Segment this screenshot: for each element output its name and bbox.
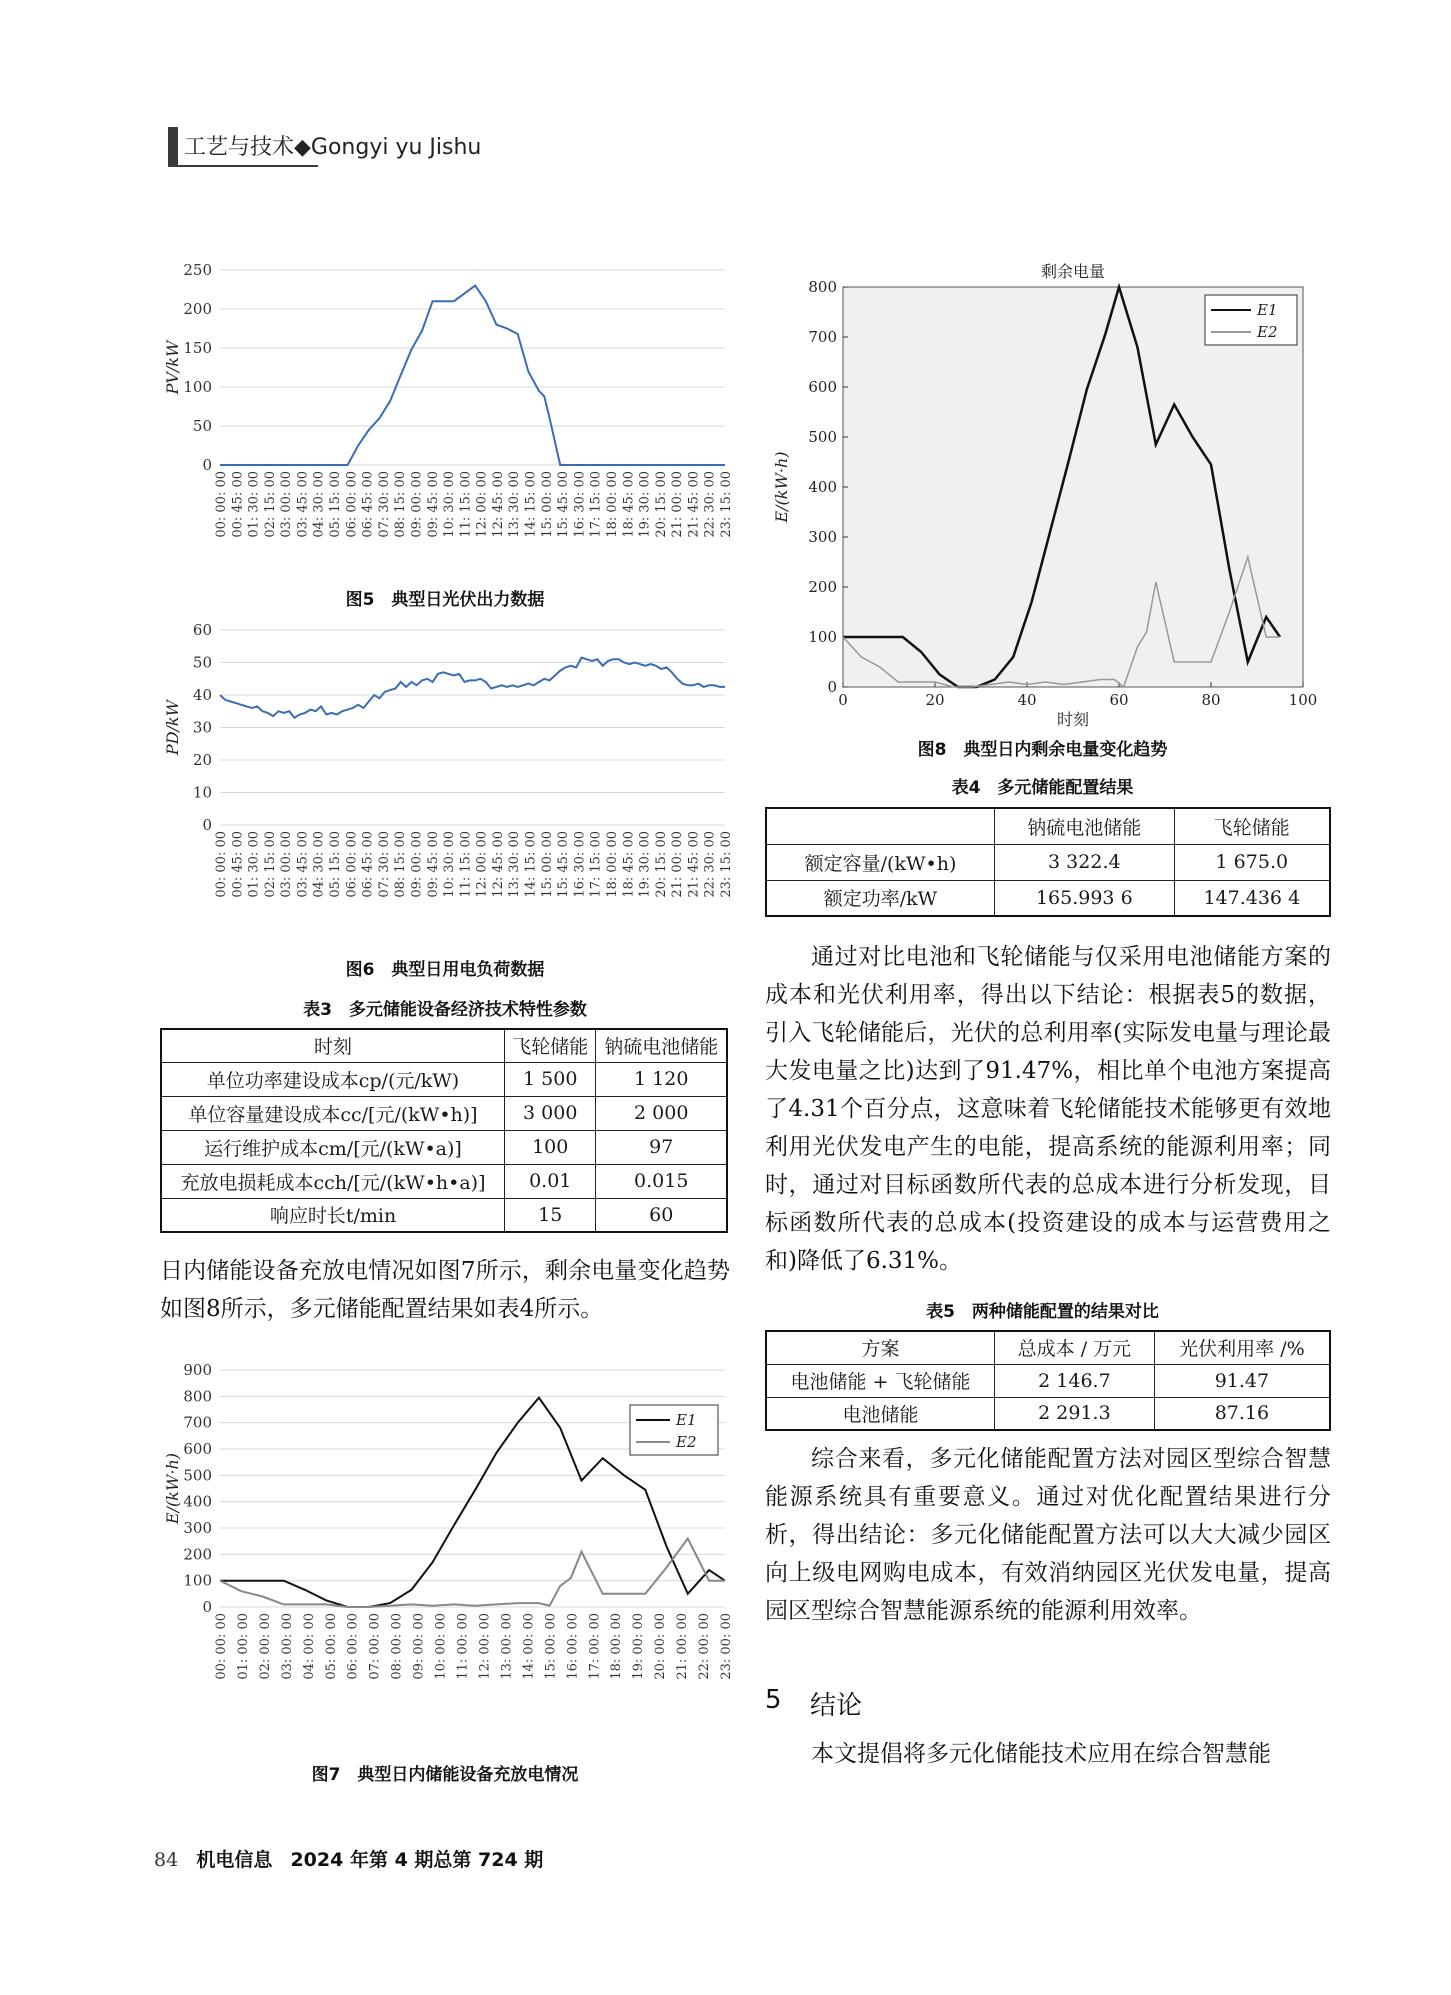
table4-cell: 165.993 6 xyxy=(995,880,1175,916)
x-tick-label: 40 xyxy=(1017,691,1037,709)
x-tick-label: 20 xyxy=(925,691,945,709)
table3-caption: 表3 多元储能设备经济技术特性参数 xyxy=(303,1000,587,1020)
x-tick-label: 18: 00: 00 xyxy=(604,831,620,898)
right-paragraph-1: 通过对比电池和飞轮储能与仅采用电池储能方案的成本和光伏利用率，得出以下结论：根据表5的数据，引入飞轮储能后，光伏的总利用率(实际发电量与理论最大发电量之比)达到了91.47%，相比单个电池方案提高了4.31个百分点，这意味着飞轮储能技术能够更有效地利用光伏发电产生的电能，提高系统的能源利用率；同时，通过对目标函数所代表的总成本进行分析发现，目标函数所代表的总成本(投资建设的成本与运营费用之和)降低了6.31%。 xyxy=(765,944,1331,1274)
y-tick-label: 0 xyxy=(202,456,212,474)
table5-cell: 2 291.3 xyxy=(995,1397,1155,1430)
table4-header: 钠硫电池储能 xyxy=(995,808,1175,844)
y-tick-label: 50 xyxy=(192,417,212,435)
table3-cell: 单位容量建设成本cc/[元/(kW•h)] xyxy=(161,1096,505,1130)
table5-header: 光伏利用率 /% xyxy=(1154,1331,1330,1364)
x-tick-label: 12: 00: 00 xyxy=(474,471,490,538)
y-tick-label: 20 xyxy=(192,751,212,769)
x-tick-label: 15: 00: 00 xyxy=(543,1613,559,1680)
x-tick-label: 100 xyxy=(1288,691,1318,709)
x-tick-label: 06: 00: 00 xyxy=(344,831,360,898)
x-tick-label: 02: 15: 00 xyxy=(262,471,278,538)
table3-cell: 0.01 xyxy=(505,1164,596,1198)
table5-cell: 2 146.7 xyxy=(995,1364,1155,1397)
table4-header xyxy=(766,808,995,844)
journal-name: 机电信息 xyxy=(196,1849,273,1871)
x-tick-label: 22: 30: 00 xyxy=(702,471,718,538)
x-tick-label: 20: 00: 00 xyxy=(653,1613,669,1680)
table3-cell: 3 000 xyxy=(505,1096,596,1130)
x-tick-label: 05: 00: 00 xyxy=(323,1613,339,1680)
header-bar xyxy=(168,127,178,167)
legend-label: E2 xyxy=(1257,323,1278,341)
footer xyxy=(154,1845,543,1872)
x-tick-label: 00: 45: 00 xyxy=(230,471,246,538)
x-tick-label: 12: 00: 00 xyxy=(474,831,490,898)
x-tick-label: 20: 15: 00 xyxy=(653,471,669,538)
x-tick-label: 23: 00: 00 xyxy=(719,1613,734,1680)
x-tick-label: 09: 45: 00 xyxy=(425,471,441,538)
x-tick-label: 00: 00: 00 xyxy=(214,471,229,538)
y-tick-label: 0 xyxy=(827,678,837,696)
y-tick-label: 100 xyxy=(183,378,212,396)
x-tick-label: 18: 45: 00 xyxy=(621,471,637,538)
x-tick-label: 10: 30: 00 xyxy=(442,831,458,898)
x-tick-label: 03: 45: 00 xyxy=(295,831,311,898)
table4-cell: 额定功率/kW xyxy=(766,880,995,916)
x-tick-label: 15: 00: 00 xyxy=(539,831,555,898)
x-tick-label: 21: 45: 00 xyxy=(686,471,702,538)
section-number: 5 xyxy=(765,1685,782,1715)
table3-cell: 97 xyxy=(596,1130,727,1164)
x-tick-label: 10: 00: 00 xyxy=(433,1613,449,1680)
series-line-line xyxy=(220,286,725,465)
section-title: 结论 xyxy=(810,1691,863,1721)
x-tick-label: 00: 45: 00 xyxy=(230,831,246,898)
x-tick-label: 20: 15: 00 xyxy=(653,831,669,898)
x-tick-label: 17: 15: 00 xyxy=(588,471,604,538)
right-paragraph-3: 本文提倡将多元化储能技术应用在综合智慧能 xyxy=(811,1741,1271,1767)
y-tick-label: 10 xyxy=(192,783,212,802)
x-tick-label: 80 xyxy=(1201,691,1221,709)
table3-header: 钠硫电池储能 xyxy=(596,1029,727,1062)
x-tick-label: 13: 30: 00 xyxy=(507,831,523,898)
table4-cell: 3 322.4 xyxy=(995,844,1175,880)
y-axis-label: PV/kW xyxy=(163,340,182,395)
x-tick-label: 00: 00: 00 xyxy=(214,1613,229,1680)
x-tick-label: 09: 00: 00 xyxy=(409,831,425,898)
table3-cell: 15 xyxy=(505,1198,596,1232)
x-tick-label: 23: 15: 00 xyxy=(719,831,734,898)
table3-cell: 运行维护成本cm/[元/(kW•a)] xyxy=(161,1130,505,1164)
y-tick-label: 700 xyxy=(808,328,837,346)
y-axis-label: E/(kW·h) xyxy=(163,1452,182,1525)
x-tick-label: 09: 00: 00 xyxy=(409,471,425,538)
legend-box xyxy=(630,1405,718,1455)
x-tick-label: 08: 15: 00 xyxy=(393,471,409,538)
y-tick-label: 250 xyxy=(183,261,212,279)
y-tick-label: 900 xyxy=(183,1361,212,1379)
table4-cell: 额定容量/(kW•h) xyxy=(766,844,995,880)
x-tick-label: 13: 30: 00 xyxy=(507,471,523,538)
fig8-caption: 图8 典型日内剩余电量变化趋势 xyxy=(917,740,1168,760)
table3-cell: 响应时长t/min xyxy=(161,1198,505,1232)
x-tick-label: 07: 30: 00 xyxy=(376,831,392,898)
x-tick-label: 06: 00: 00 xyxy=(345,1613,361,1680)
legend-label: E1 xyxy=(676,1411,697,1429)
y-tick-label: 150 xyxy=(183,339,212,357)
table3-cell: 单位功率建设成本cp/(元/kW) xyxy=(161,1062,505,1096)
x-tick-label: 23: 15: 00 xyxy=(719,471,734,538)
x-tick-label: 11: 00: 00 xyxy=(455,1613,471,1680)
table5 xyxy=(765,1330,1331,1431)
x-tick-label: 17: 15: 00 xyxy=(588,831,604,898)
table3-header: 飞轮储能 xyxy=(505,1029,596,1062)
x-tick-label: 09: 45: 00 xyxy=(425,831,441,898)
y-axis-label: PD/kW xyxy=(163,699,182,756)
x-tick-label: 19: 30: 00 xyxy=(637,831,653,898)
y-tick-label: 100 xyxy=(183,1571,212,1590)
x-tick-label: 21: 00: 00 xyxy=(675,1613,691,1680)
y-tick-label: 300 xyxy=(808,528,837,546)
x-tick-label: 01: 30: 00 xyxy=(246,471,262,538)
fig5-caption: 图5 典型日光伏出力数据 xyxy=(345,590,545,610)
table5-cell: 电池储能 xyxy=(766,1397,995,1430)
y-tick-label: 400 xyxy=(183,1492,212,1511)
x-tick-label: 06: 00: 00 xyxy=(344,471,360,538)
x-tick-label: 19: 00: 00 xyxy=(631,1613,647,1680)
y-tick-label: 500 xyxy=(808,428,837,446)
x-tick-label: 02: 15: 00 xyxy=(262,831,278,898)
y-tick-label: 400 xyxy=(808,478,837,496)
x-tick-label: 00: 00: 00 xyxy=(214,831,229,898)
x-tick-label: 06: 45: 00 xyxy=(360,471,376,538)
x-tick-label: 06: 45: 00 xyxy=(360,831,376,898)
fig5-chart xyxy=(160,255,734,580)
table3-cell: 2 000 xyxy=(596,1096,727,1130)
table5-header: 总成本 / 万元 xyxy=(995,1331,1155,1364)
table5-cell: 电池储能 + 飞轮储能 xyxy=(766,1364,995,1397)
x-tick-label: 22: 00: 00 xyxy=(697,1613,713,1680)
x-tick-label: 15: 45: 00 xyxy=(556,831,572,898)
x-tick-label: 03: 00: 00 xyxy=(279,831,295,898)
y-tick-label: 50 xyxy=(192,653,212,672)
y-tick-label: 0 xyxy=(202,1598,212,1616)
header-rule xyxy=(168,165,318,167)
y-tick-label: 60 xyxy=(192,621,212,639)
x-tick-label: 08: 15: 00 xyxy=(393,831,409,898)
table3-cell: 100 xyxy=(505,1130,596,1164)
x-tick-label: 03: 00: 00 xyxy=(279,1613,295,1680)
x-tick-label: 18: 45: 00 xyxy=(621,831,637,898)
x-tick-label: 21: 00: 00 xyxy=(670,831,686,898)
x-tick-label: 07: 00: 00 xyxy=(367,1613,383,1680)
x-tick-label: 60 xyxy=(1109,691,1129,709)
y-tick-label: 300 xyxy=(183,1519,212,1537)
x-tick-label: 21: 45: 00 xyxy=(686,831,702,898)
x-tick-label: 16: 30: 00 xyxy=(572,471,588,538)
table4 xyxy=(765,807,1331,917)
page-number: 84 xyxy=(154,1849,179,1871)
x-tick-label: 01: 00: 00 xyxy=(235,1613,251,1680)
table4-header: 飞轮储能 xyxy=(1174,808,1330,844)
running-header: 工艺与技术◆Gongyi yu Jishu xyxy=(184,135,482,160)
x-tick-label: 14: 15: 00 xyxy=(523,831,539,898)
x-tick-label: 14: 15: 00 xyxy=(523,471,539,538)
x-tick-label: 13: 00: 00 xyxy=(499,1613,515,1680)
x-tick-label: 08: 00: 00 xyxy=(389,1613,405,1680)
table3-cell: 60 xyxy=(596,1198,727,1232)
x-tick-label: 03: 45: 00 xyxy=(295,471,311,538)
x-tick-label: 05: 15: 00 xyxy=(328,471,344,538)
x-tick-label: 10: 30: 00 xyxy=(442,471,458,538)
table4-caption: 表4 多元储能配置结果 xyxy=(951,778,1134,798)
y-tick-label: 800 xyxy=(808,278,837,296)
chart-title: 剩余电量 xyxy=(1040,262,1106,281)
x-tick-label: 05: 15: 00 xyxy=(328,831,344,898)
table5-cell: 87.16 xyxy=(1154,1397,1330,1430)
x-tick-label: 12: 00: 00 xyxy=(477,1613,493,1680)
x-tick-label: 04: 30: 00 xyxy=(311,831,327,898)
table3-cell: 1 120 xyxy=(596,1062,727,1096)
table4-cell: 147.436 4 xyxy=(1174,880,1330,916)
x-tick-label: 22: 30: 00 xyxy=(702,831,718,898)
plot-area xyxy=(843,287,1303,687)
left-paragraph: 日内储能设备充放电情况如图7所示，剩余电量变化趋势如图8所示，多元储能配置结果如表4所示。 xyxy=(160,1258,730,1322)
x-tick-label: 12: 45: 00 xyxy=(490,831,506,898)
x-tick-label: 17: 00: 00 xyxy=(587,1613,603,1680)
y-tick-label: 600 xyxy=(183,1440,212,1458)
table3 xyxy=(160,1028,728,1233)
x-tick-label: 18: 00: 00 xyxy=(609,1613,625,1680)
legend-box xyxy=(1205,295,1297,345)
y-tick-label: 30 xyxy=(192,718,212,737)
y-tick-label: 40 xyxy=(192,686,212,704)
table5-caption: 表5 两种储能配置的结果对比 xyxy=(926,1302,1159,1322)
fig7-chart xyxy=(160,1355,734,1755)
y-tick-label: 100 xyxy=(808,628,837,646)
x-tick-label: 12: 45: 00 xyxy=(490,471,506,538)
x-tick-label: 04: 00: 00 xyxy=(301,1613,317,1680)
y-tick-label: 200 xyxy=(183,300,212,318)
fig6-chart xyxy=(160,615,734,945)
table5-cell: 91.47 xyxy=(1154,1364,1330,1397)
fig7-caption: 图7 典型日内储能设备充放电情况 xyxy=(311,1765,579,1785)
x-tick-label: 0 xyxy=(838,691,848,709)
y-axis-label: E/(kW·h) xyxy=(772,451,791,523)
x-tick-label: 07: 30: 00 xyxy=(376,471,392,538)
x-tick-label: 03: 00: 00 xyxy=(279,471,295,538)
series-line-E2 xyxy=(220,1539,725,1608)
x-tick-label: 18: 00: 00 xyxy=(604,471,620,538)
fig6-caption: 图6 典型日用电负荷数据 xyxy=(345,960,545,980)
table3-cell: 1 500 xyxy=(505,1062,596,1096)
y-tick-label: 800 xyxy=(183,1387,212,1406)
y-tick-label: 700 xyxy=(183,1413,212,1432)
x-tick-label: 21: 00: 00 xyxy=(670,471,686,538)
x-tick-label: 15: 45: 00 xyxy=(556,471,572,538)
table5-header: 方案 xyxy=(766,1331,995,1364)
x-tick-label: 16: 00: 00 xyxy=(565,1613,581,1680)
x-tick-label: 04: 30: 00 xyxy=(311,471,327,538)
x-tick-label: 09: 00: 00 xyxy=(411,1613,427,1680)
y-tick-label: 200 xyxy=(183,1545,212,1564)
y-tick-label: 200 xyxy=(808,578,837,596)
y-tick-label: 500 xyxy=(183,1466,212,1485)
y-tick-label: 600 xyxy=(808,378,837,396)
x-tick-label: 11: 15: 00 xyxy=(458,471,474,538)
right-paragraph-2: 综合来看，多元化储能配置方法对园区型综合智慧能源系统具有重要意义。通过对优化配置结果进行分析，得出结论：多元化储能配置方法可以大大减少园区向上级电网购电成本，有效消纳园区光伏发电量，提高园区型综合智慧能源系统的能源利用效率。 xyxy=(765,1446,1331,1624)
series-line-line xyxy=(220,658,725,718)
legend-label: E2 xyxy=(676,1433,697,1451)
x-tick-label: 14: 00: 00 xyxy=(521,1613,537,1680)
issue-info: 2024 年第 4 期总第 724 期 xyxy=(290,1849,544,1871)
x-tick-label: 01: 30: 00 xyxy=(246,831,262,898)
y-tick-label: 0 xyxy=(202,816,212,834)
legend-label: E1 xyxy=(1257,301,1278,319)
table3-cell: 0.015 xyxy=(596,1164,727,1198)
table4-cell: 1 675.0 xyxy=(1174,844,1330,880)
table3-cell: 充放电损耗成本cch/[元/(kW•h•a)] xyxy=(161,1164,505,1198)
x-tick-label: 02: 00: 00 xyxy=(257,1613,273,1680)
x-tick-label: 19: 30: 00 xyxy=(637,471,653,538)
x-tick-label: 15: 00: 00 xyxy=(539,471,555,538)
x-tick-label: 11: 15: 00 xyxy=(458,831,474,898)
x-axis-label: 时刻 xyxy=(1056,710,1090,729)
fig8-chart xyxy=(765,255,1320,730)
table3-header: 时刻 xyxy=(161,1029,505,1062)
x-tick-label: 16: 30: 00 xyxy=(572,831,588,898)
